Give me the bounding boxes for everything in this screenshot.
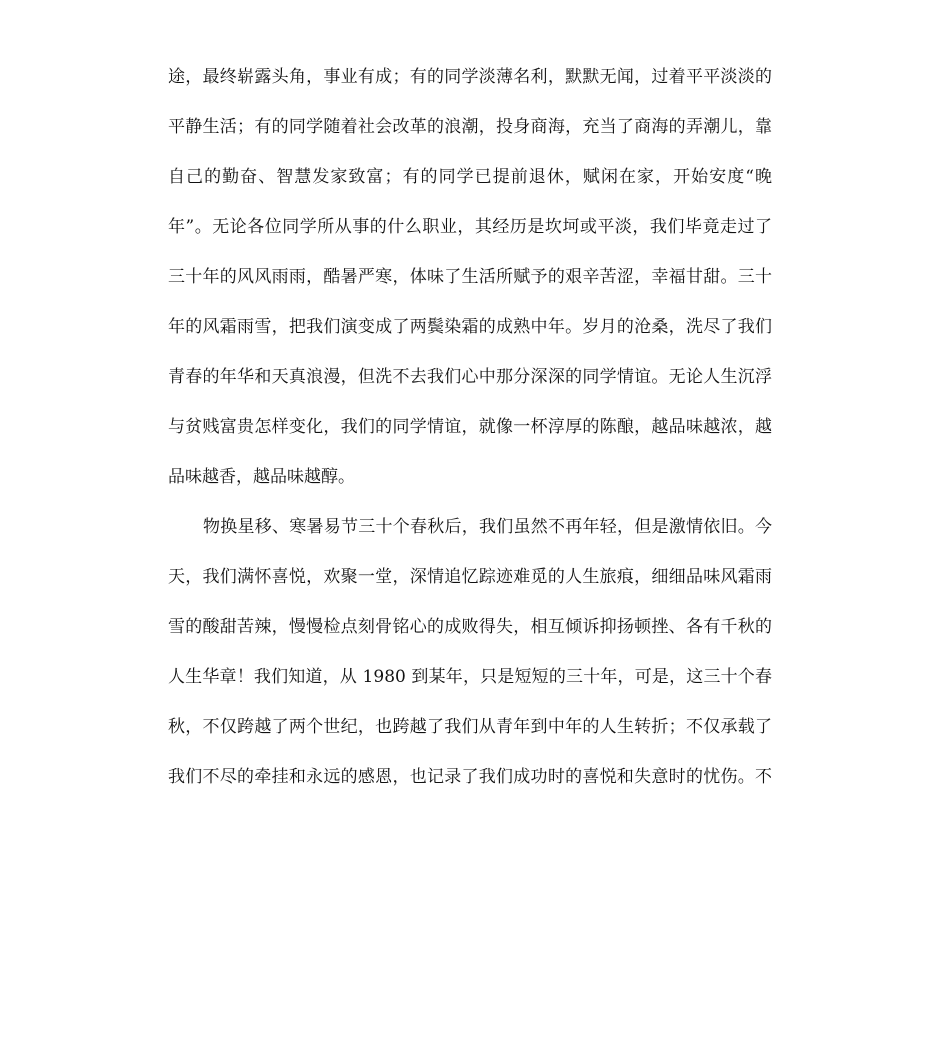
text-line: 与贫贱富贵怎样变化，我们的同学情谊，就像一杯淳厚的陈酿，越品味越浓，越 (168, 417, 772, 437)
text-line: 人生华章！我们知道，从 1980 到某年，只是短短的三十年，可是，这三十个春 (168, 667, 772, 687)
text-line: 自己的勤奋、智慧发家致富；有的同学已提前退休，赋闲在家，开始安度“晚 (168, 167, 772, 187)
text-line: 雪的酸甜苦辣，慢慢检点刻骨铭心的成败得失，相互倾诉抑扬顿挫、各有千秋的 (168, 617, 772, 637)
text-line: 三十年的风风雨雨，酷暑严寒，体味了生活所赋予的艰辛苦涩，幸福甘甜。三十 (168, 267, 772, 287)
paragraph-first-line: 物换星移、寒暑易节三十个春秋后，我们虽然不再年轻，但是激情依旧。今 (203, 517, 772, 537)
text-line: 年的风霜雨雪，把我们演变成了两鬓染霜的成熟中年。岁月的沧桑，洗尽了我们 (168, 317, 772, 337)
text-line: 秋，不仅跨越了两个世纪，也跨越了我们从青年到中年的人生转折；不仅承载了 (168, 717, 772, 737)
paragraph-last-line: 品味越香，越品味越醇。 (168, 467, 355, 487)
text-line: 天，我们满怀喜悦，欢聚一堂，深情追忆踪迹难觅的人生旅痕，细细品味风霜雨 (168, 567, 772, 587)
text-line: 青春的年华和天真浪漫，但洗不去我们心中那分深深的同学情谊。无论人生沉浮 (168, 367, 772, 387)
text-line: 我们不尽的牵挂和永远的感恩，也记录了我们成功时的喜悦和失意时的忧伤。不 (168, 767, 772, 787)
text-line: 年”。无论各位同学所从事的什么职业，其经历是坎坷或平淡，我们毕竟走过了 (168, 217, 772, 237)
text-line: 平静生活；有的同学随着社会改革的浪潮，投身商海，充当了商海的弄潮儿，靠 (168, 117, 772, 137)
text-line: 途，最终崭露头角，事业有成；有的同学淡薄名利，默默无闻，过着平平淡淡的 (168, 67, 772, 87)
